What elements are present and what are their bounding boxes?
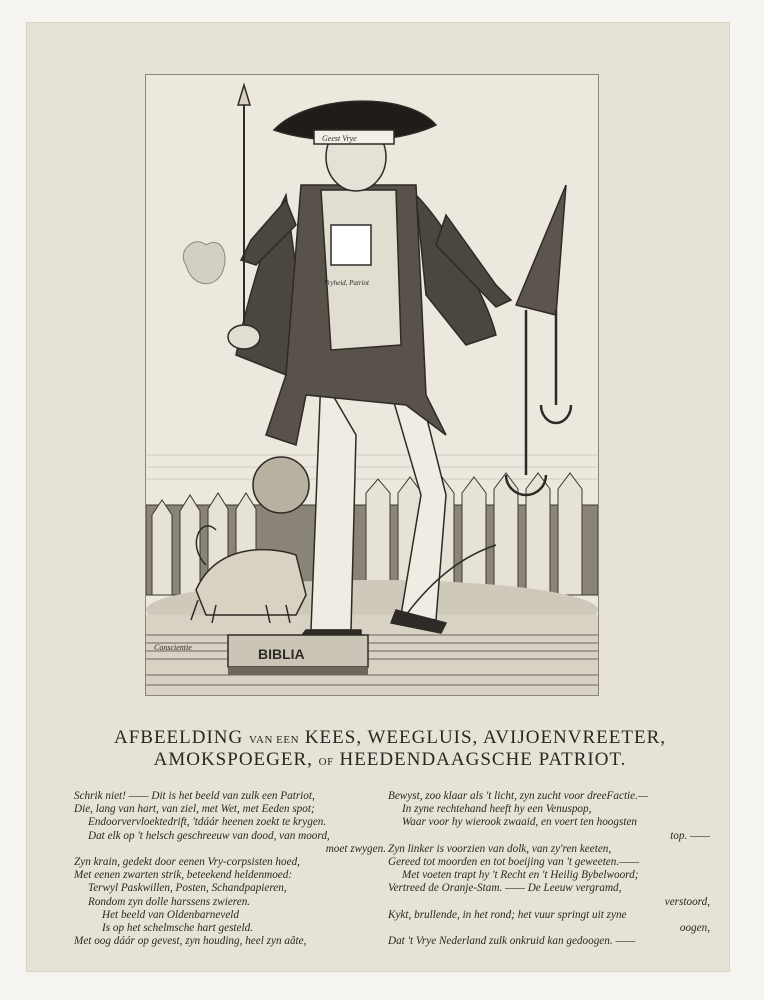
verse-column-left — [74, 790, 386, 948]
verse-line: Zyn krain, gedekt door eenen Vry-corpsisten hoed, — [74, 856, 300, 869]
verse-line: Zyn linker is voorzien van dolk, van zy'ren keeten, — [388, 842, 612, 855]
engraving-plate — [145, 74, 599, 696]
verse-line: Het beeld van Oldenbarneveld — [102, 908, 239, 921]
verse-line: Bewyst, zoo klaar als 't licht, zyn zucht voor dreeFactie.— — [388, 790, 648, 802]
verse-line: Schrik niet! —— Dit is het beeld van zulk een Patriot, — [74, 790, 315, 802]
title-text: KEES, WEEGLUIS, AVIJOENVREETER, — [304, 727, 667, 748]
print-title — [60, 728, 720, 772]
engraving-illustration — [146, 75, 598, 695]
title-text: AFBEELDING — [113, 727, 244, 748]
verse-line: Kykt, brullende, in het rond; het vuur springt uit zyne — [388, 908, 627, 921]
verse-line: Met eenen zwarten strik, beteekend heldenmoed: — [74, 869, 293, 882]
title-line-2 — [60, 750, 720, 772]
title-text: AMOKSPOEGER, — [153, 749, 313, 770]
hat-label: Geest Vrye — [322, 134, 357, 143]
verse-line: Is op het schelmsche hart gesteld. — [102, 922, 253, 935]
verse-line: Rondom zyn dolle harssens zwieren. — [88, 895, 251, 908]
verse-column-right — [388, 790, 710, 948]
verse-line: Gereed tot moorden en tot boeijing van 't geweeten.—— — [388, 856, 640, 869]
title-line-1 — [60, 728, 720, 750]
verse-line: top. —— — [670, 829, 710, 842]
chest-label: Vryheid, Patriot — [324, 279, 369, 287]
verse-line: Met oog dáár op gevest, zyn houding, heel zyn aâte, — [74, 935, 307, 948]
verse-line: Waar voor hy wierook zwaaid, en voert ten hoogsten — [402, 816, 638, 829]
title-text-small: VAN EEN — [249, 734, 300, 746]
verse-line: verstoord, — [664, 895, 710, 908]
title-text-small: OF — [318, 756, 334, 768]
ground-label: Conscientie — [154, 643, 192, 652]
verse-line: moet zwygen. — [325, 842, 386, 855]
verse-line: Endoorvervloektedrift, 'tdáár heenen zoekt te krygen. — [88, 816, 327, 829]
verse-line: In zyne rechtehand heeft hy een Venuspop, — [402, 803, 592, 816]
title-text: HEEDENDAAGSCHE PATRIOT. — [339, 749, 627, 770]
bible-label: BIBLIA — [258, 646, 305, 662]
verse-line: Dat 't Vrye Nederland zulk onkruid kan gedoogen. —— — [388, 935, 636, 948]
verse-line: Vertreed de Oranje-Stam. —— De Leeuw vergramd, — [388, 882, 622, 895]
verse-line: Dat elk op 't helsch geschreeuw van dood, van moord, — [88, 829, 330, 842]
verse-line: Met voeten trapt hy 't Recht en 't Heilig Bybelwoord; — [402, 869, 639, 882]
verse-line: oogen, — [679, 922, 710, 935]
verse-line: Die, lang van hart, van ziel, met Wet, met Eeden spot; — [74, 803, 315, 816]
verse-line: Terwyl Paskwillen, Posten, Schandpapieren, — [88, 882, 287, 895]
